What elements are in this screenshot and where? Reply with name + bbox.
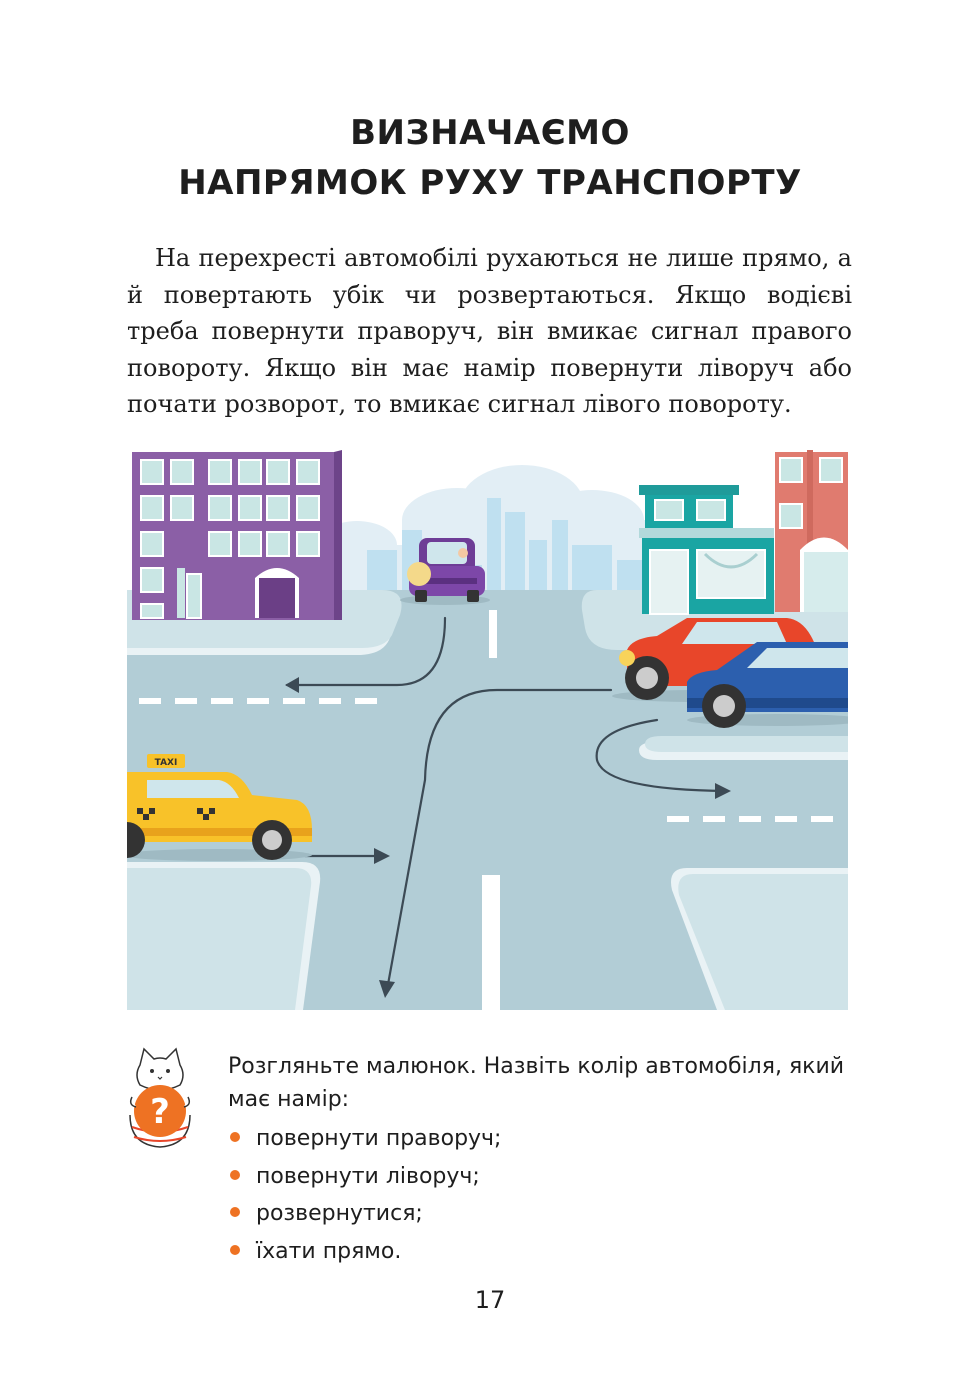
question-text: Розгляньте малюнок. Назвіть колір автомобіля, який має намір: — [228, 1054, 845, 1112]
list-item: розвернутися; — [228, 1197, 853, 1235]
intersection-illustration — [127, 450, 848, 1010]
answer-options-list — [228, 1122, 853, 1272]
list-item: повернути ліворуч; — [228, 1160, 853, 1198]
cat-question-icon — [120, 1045, 200, 1150]
page-title-line-2: НАПРЯМОК РУХУ ТРАНСПОРТУ — [178, 163, 802, 203]
list-item: їхати прямо. — [228, 1235, 853, 1273]
purple-building — [132, 450, 342, 620]
taxi-sign-label: TAXI — [154, 758, 178, 768]
svg-text:?: ? — [150, 1092, 170, 1132]
intro-paragraph: На перехресті автомобілі рухаються не лише прямо, а й повертають убік чи розвертаються. Якщо водієві треба повернути праворуч, він вмикає сигнал правого повороту. Якщо він має намір повернути ліворуч або почати розворот, то вмикає сигнал лівого повороту. — [127, 244, 852, 418]
red-building — [775, 450, 848, 612]
page-title-line-1: ВИЗНАЧАЄМО — [350, 113, 630, 153]
page-number: 17 — [474, 1286, 506, 1314]
page-title — [0, 108, 980, 208]
list-item: повернути праворуч; — [228, 1122, 853, 1160]
